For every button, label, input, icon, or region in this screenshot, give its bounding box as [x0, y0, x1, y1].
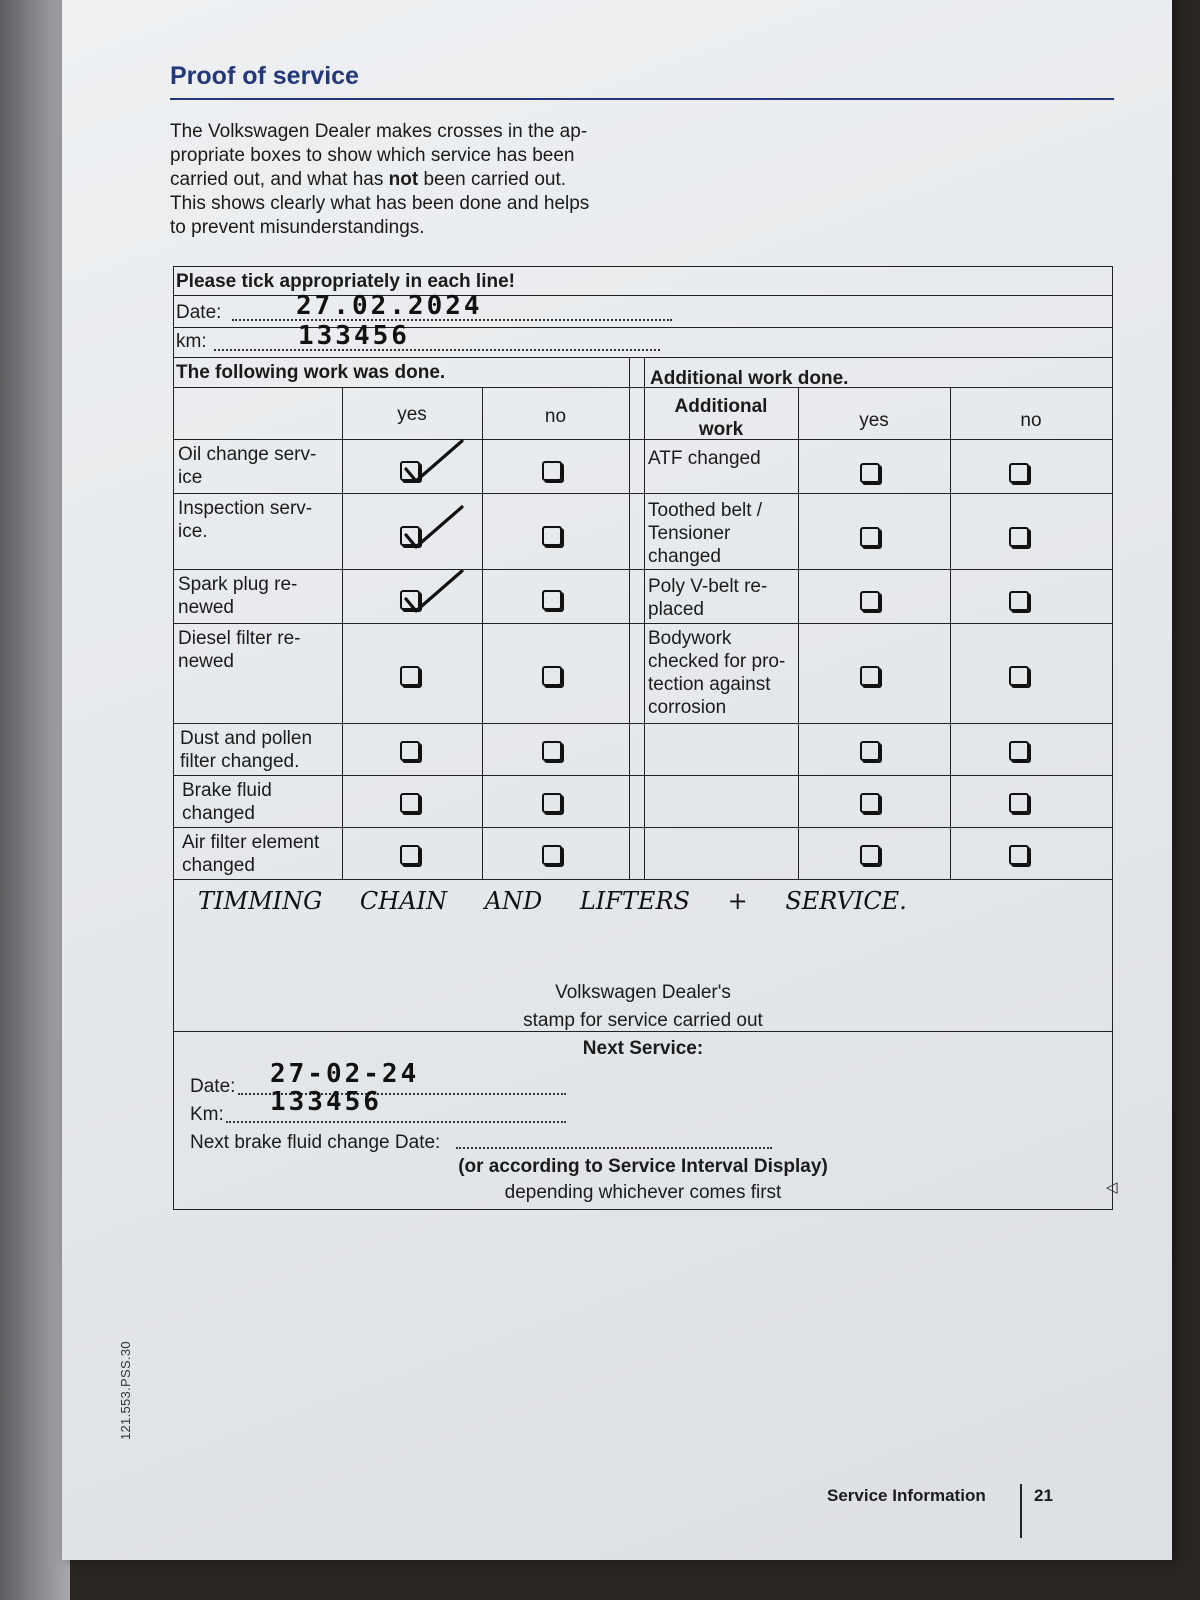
page-number: 21 [1034, 1486, 1053, 1505]
page-title: Proof of service [170, 62, 359, 90]
row-label: Brake fluid [182, 780, 272, 801]
checkbox-no-bodywork[interactable] [1009, 666, 1029, 686]
additional-work-header: work [698, 419, 744, 440]
form-instruction: Please tick appropriately in each line! [176, 271, 515, 292]
checkbox-no-dust-pollen[interactable] [542, 741, 562, 761]
checkbox-no-extra-1[interactable] [1009, 741, 1029, 761]
right-section-heading: Additional work done. [650, 368, 849, 389]
row-label: ATF changed [648, 448, 761, 469]
title-underline [170, 98, 1114, 100]
checkbox-yes-extra-3[interactable] [860, 845, 880, 865]
next-service-heading: Next Service: [582, 1038, 704, 1059]
next-km-label: Km: [190, 1104, 224, 1125]
row-label: Inspection serv- [178, 498, 313, 519]
handwritten-next-km: 133456 [270, 1087, 382, 1117]
additional-work-header: Additional [674, 396, 768, 417]
intro-line: propriate boxes to show which service has been [170, 145, 575, 166]
next-date-label: Date: [190, 1076, 236, 1097]
whichever-first-note: depending whichever comes first [504, 1182, 782, 1203]
right-no-header: no [1020, 410, 1042, 431]
form-col-rule [950, 387, 951, 879]
row-label: Bodywork [648, 628, 732, 649]
form-rule [174, 623, 1112, 624]
handwritten-date: 27.02.2024 [296, 291, 483, 321]
form-rule [174, 439, 1112, 440]
checkbox-yes-extra-1[interactable] [860, 741, 880, 761]
row-label: changed [182, 855, 255, 876]
form-rule [174, 357, 1112, 358]
checkbox-no-poly-v-belt[interactable] [1009, 591, 1029, 611]
row-label: ice [178, 467, 203, 488]
intro-line: to prevent misunderstandings. [170, 217, 425, 238]
left-no-header: no [544, 406, 567, 427]
form-rule [174, 493, 1112, 494]
form-col-rule [629, 357, 630, 879]
checkbox-no-oil-change[interactable] [542, 461, 562, 481]
checkbox-yes-diesel-filter[interactable] [400, 666, 420, 686]
left-section-heading: The following work was done. [176, 362, 446, 383]
form-rule [174, 723, 1112, 724]
handwritten-km: 133456 [298, 321, 410, 351]
checkbox-no-air-filter[interactable] [542, 845, 562, 865]
checkmark-icon [402, 501, 472, 555]
row-label: Poly V-belt re- [648, 576, 768, 597]
checkbox-yes-dust-pollen[interactable] [400, 741, 420, 761]
service-form [173, 266, 1113, 1210]
row-label: Air filter element [182, 832, 320, 853]
form-col-rule [342, 387, 343, 879]
row-label: tection against [648, 674, 771, 695]
row-label: Toothed belt / [648, 500, 763, 521]
row-label: Oil change serv- [178, 444, 317, 465]
form-col-rule [798, 387, 799, 879]
row-label: Diesel filter re- [178, 628, 301, 649]
date-label: Date: [176, 302, 222, 323]
side-document-code: 121.553.PSS.30 [118, 1341, 133, 1440]
intro-line: The Volkswagen Dealer makes crosses in the ap- [170, 121, 588, 142]
row-label: changed [182, 803, 255, 824]
checkbox-no-diesel-filter[interactable] [542, 666, 562, 686]
form-rule [174, 775, 1112, 776]
row-label: Spark plug re- [178, 574, 298, 595]
stamp-label: Volkswagen Dealer's [555, 982, 731, 1003]
row-label: ice. [178, 521, 208, 542]
checkbox-no-atf[interactable] [1009, 463, 1029, 483]
checkbox-yes-poly-v-belt[interactable] [860, 591, 880, 611]
checkbox-yes-extra-2[interactable] [860, 793, 880, 813]
right-yes-header: yes [859, 410, 889, 431]
row-label: filter changed. [180, 751, 300, 772]
form-rule [174, 827, 1112, 828]
checkbox-no-extra-2[interactable] [1009, 793, 1029, 813]
row-label: corrosion [648, 697, 727, 718]
left-yes-header: yes [397, 404, 427, 425]
km-label: km: [176, 331, 207, 352]
km-dotted-line [214, 349, 660, 351]
handwritten-next-date: 27-02-24 [270, 1059, 420, 1089]
footer-section-label: Service Information [827, 1486, 986, 1505]
form-rule [174, 387, 1112, 388]
row-label: changed [648, 546, 721, 567]
checkbox-yes-toothed-belt[interactable] [860, 527, 880, 547]
next-km-dotted-line [226, 1121, 566, 1123]
checkbox-no-spark-plug[interactable] [542, 590, 562, 610]
checkbox-no-brake-fluid[interactable] [542, 793, 562, 813]
form-rule [174, 879, 1112, 880]
checkbox-yes-atf[interactable] [860, 463, 880, 483]
checkbox-no-extra-3[interactable] [1009, 845, 1029, 865]
checkbox-yes-brake-fluid[interactable] [400, 793, 420, 813]
intro-line: This shows clearly what has been done and helps [170, 193, 590, 214]
row-label: Dust and pollen [180, 728, 313, 749]
brake-fluid-dotted-line [456, 1147, 772, 1149]
stamp-label: stamp for service carried out [523, 1010, 763, 1031]
row-label: newed [178, 651, 234, 672]
row-label: placed [648, 599, 704, 620]
continue-triangle-icon: ◁ [1106, 1179, 1118, 1196]
row-label: checked for pro- [648, 651, 786, 672]
checkbox-no-inspection[interactable] [542, 526, 562, 546]
service-interval-note: (or according to Service Interval Display) [458, 1156, 828, 1177]
form-rule [174, 569, 1112, 570]
checkbox-yes-bodywork[interactable] [860, 666, 880, 686]
footer-divider [1020, 1484, 1022, 1538]
checkmark-icon [402, 565, 472, 619]
row-label: Tensioner [648, 523, 731, 544]
book-spine-shadow [0, 0, 70, 1600]
checkbox-yes-air-filter[interactable] [400, 845, 420, 865]
checkmark-icon [402, 435, 472, 489]
brake-fluid-date-label: Next brake fluid change Date: [190, 1132, 441, 1153]
intro-line: carried out, and what has not been carried out. [170, 169, 567, 190]
row-label: newed [178, 597, 234, 618]
form-col-rule [482, 387, 483, 879]
handwritten-work-note: TIMMING CHAIN AND LIFTERS + SERVICE. [198, 887, 907, 915]
checkbox-no-toothed-belt[interactable] [1009, 527, 1029, 547]
intro-paragraph [170, 120, 630, 240]
